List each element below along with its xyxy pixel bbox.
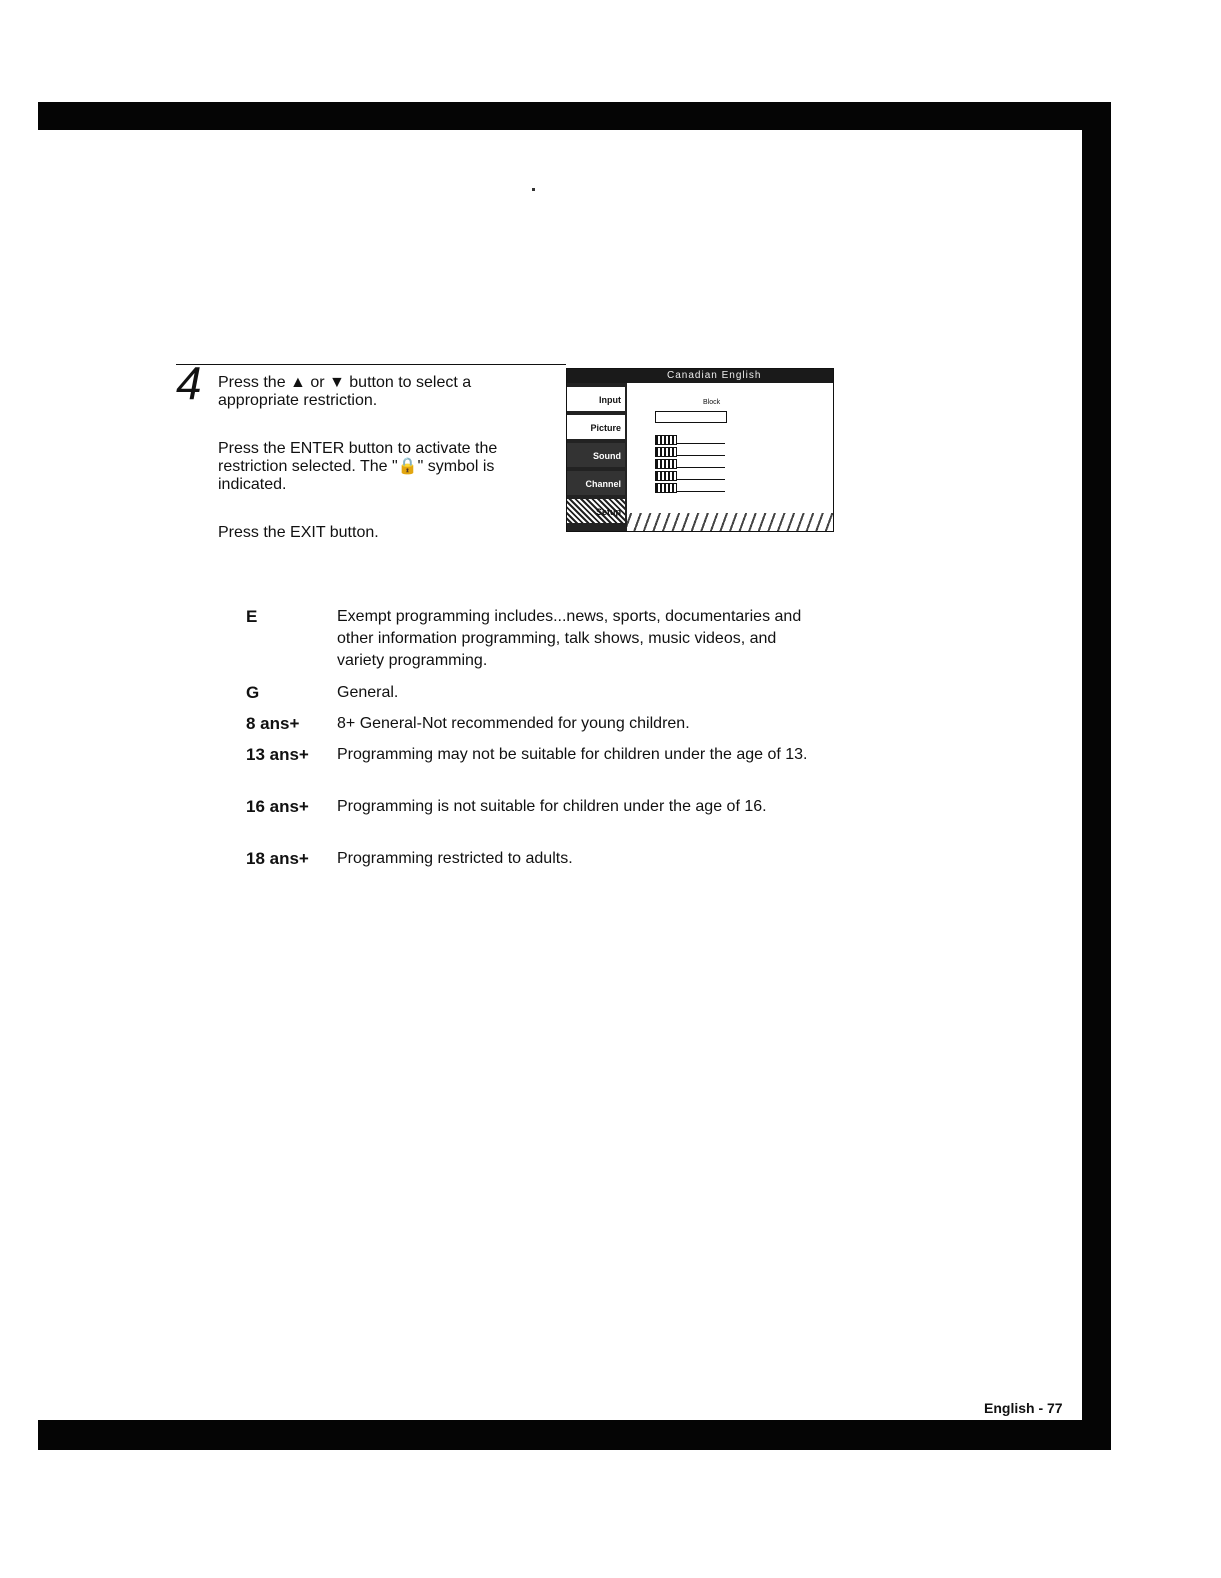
tv-menu-screenshot bbox=[566, 368, 834, 532]
tv-title-bar bbox=[567, 369, 833, 383]
step-divider bbox=[176, 364, 566, 365]
step-number: 4 bbox=[176, 357, 202, 409]
rating-description: Programming is not suitable for children under the age of 16. bbox=[337, 798, 767, 815]
tv-block-toggle bbox=[655, 411, 727, 423]
tv-rating-row bbox=[655, 447, 677, 457]
rating-code: 13 ans+ bbox=[246, 745, 309, 764]
rating-description: Exempt programming includes...news, sports, documentaries and other information programming, talk shows, music videos, and variety programming. bbox=[337, 608, 802, 669]
rating-code: 18 ans+ bbox=[246, 849, 309, 868]
tv-menu-sidebar bbox=[567, 383, 627, 531]
tv-rating-row bbox=[655, 471, 677, 481]
rating-code: 16 ans+ bbox=[246, 797, 309, 816]
bottom-black-bar bbox=[38, 1420, 1111, 1450]
step-instruction-enter: Press the ENTER button to activate the restriction selected. The "🔒" symbol is indicated. bbox=[218, 440, 498, 493]
tv-rating-row-line bbox=[677, 491, 725, 492]
rating-description: Programming restricted to adults. bbox=[337, 850, 573, 867]
tv-block-label: Block bbox=[703, 399, 721, 406]
tv-menu-item-input: Input bbox=[567, 387, 625, 413]
rating-description: Programming may not be suitable for children under the age of 13. bbox=[337, 746, 808, 763]
tv-rating-row-line bbox=[677, 479, 725, 480]
tv-rating-row-line bbox=[677, 467, 725, 468]
step-instruction-select: Press the ▲ or ▼ button to select a appropriate restriction. bbox=[218, 374, 472, 409]
tv-menu-title: Canadian English bbox=[667, 370, 762, 381]
page-number: English - 77 bbox=[984, 1400, 1063, 1416]
rating-description: General. bbox=[337, 684, 399, 701]
rating-code: G bbox=[246, 683, 260, 702]
tv-rating-row-line bbox=[677, 455, 725, 456]
tv-bottom-strip bbox=[627, 513, 833, 531]
tv-menu-item-picture: Picture bbox=[567, 415, 625, 441]
top-black-bar bbox=[38, 102, 1111, 130]
step-instruction-exit: Press the EXIT button. bbox=[218, 524, 379, 541]
right-black-bar bbox=[1082, 102, 1111, 1400]
tv-menu-item-channel: Channel bbox=[567, 471, 625, 497]
tv-rating-row bbox=[655, 483, 677, 493]
rating-code: E bbox=[246, 607, 258, 626]
rating-description: 8+ General-Not recommended for young children. bbox=[337, 715, 690, 732]
tv-menu-item-sound: Sound bbox=[567, 443, 625, 469]
tv-menu-item-setup: Setup bbox=[567, 499, 625, 525]
tv-rating-row bbox=[655, 435, 677, 445]
tv-rating-row bbox=[655, 459, 677, 469]
rating-code: 8 ans+ bbox=[246, 714, 300, 733]
print-speck bbox=[532, 188, 535, 191]
tv-rating-row-line bbox=[677, 443, 725, 444]
